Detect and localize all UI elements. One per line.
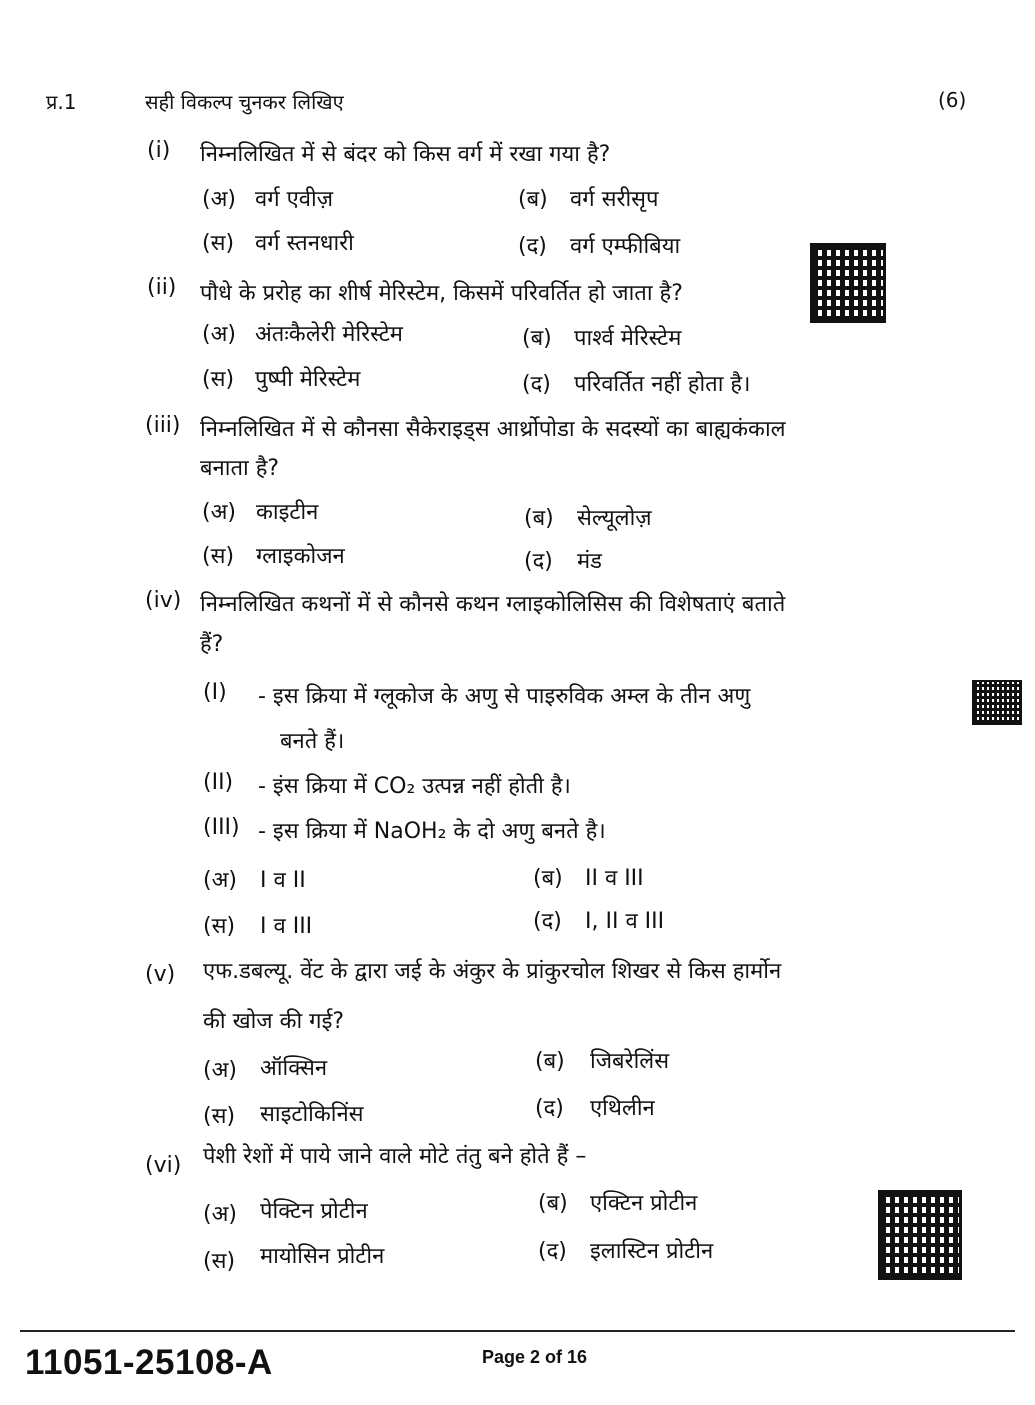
question-number: प्र.1 xyxy=(46,90,77,114)
q2-opt-a: अंतःकैलेरी मेरिस्टेम xyxy=(255,322,403,347)
footer-rule xyxy=(20,1330,1015,1332)
q5-opt-a: ऑक्सिन xyxy=(260,1056,328,1081)
q5-opt-b-key: (ब) xyxy=(535,1049,565,1074)
datamatrix-code-top xyxy=(810,243,886,323)
q2-opt-c-key: (स) xyxy=(202,367,235,392)
q6-opt-c: मायोसिन प्रोटीन xyxy=(260,1244,385,1269)
q3-text-line2: बनाता है? xyxy=(200,456,280,481)
q2-opt-a-key: (अ) xyxy=(202,322,236,347)
q2-opt-b: पार्श्व मेरिस्टेम xyxy=(574,326,682,351)
q3-opt-a-key: (अ) xyxy=(202,500,236,525)
q3-opt-d: मंड xyxy=(577,549,602,574)
marks-label: (6) xyxy=(938,88,967,112)
q4-stmt1-line2: बनते हैं। xyxy=(280,729,345,754)
q4-opt-c: I व III xyxy=(260,914,313,939)
q1-opt-d: वर्ग एम्फीबिया xyxy=(570,234,681,259)
q4-opt-d: I, II व III xyxy=(585,909,665,934)
q2-opt-d: परिवर्तित नहीं होता है। xyxy=(574,372,751,397)
q4-stmt2-key: (II) xyxy=(203,770,234,795)
q1-opt-b-key: (ब) xyxy=(518,187,548,212)
q6-opt-c-key: (स) xyxy=(203,1249,236,1274)
q4-opt-c-key: (स) xyxy=(203,914,236,939)
q3-opt-a: काइटीन xyxy=(256,500,319,525)
q3-opt-d-key: (द) xyxy=(524,549,553,574)
q2-opt-c: पुष्पी मेरिस्टेम xyxy=(255,367,361,392)
q6-opt-a: पेक्टिन प्रोटीन xyxy=(260,1199,368,1224)
paper-code: 11051-25108-A xyxy=(25,1343,273,1382)
q2-opt-d-key: (द) xyxy=(522,372,551,397)
q4-opt-b-key: (ब) xyxy=(533,866,563,891)
q4-stmt2-line1: - इंस क्रिया में CO₂ उत्पन्न नहीं होती है। xyxy=(258,774,571,799)
q3-number: (iii) xyxy=(145,413,181,438)
q4-stmt1-key: (I) xyxy=(203,680,227,705)
q3-opt-c-key: (स) xyxy=(202,544,235,569)
q1-text: निम्नलिखित में से बंदर को किस वर्ग में रखा गया है? xyxy=(200,142,611,167)
q5-number: (v) xyxy=(145,962,176,987)
q5-opt-a-key: (अ) xyxy=(203,1058,237,1083)
q6-opt-d: इलास्टिन प्रोटीन xyxy=(590,1239,714,1264)
q6-opt-b: एक्टिन प्रोटीन xyxy=(590,1191,698,1216)
q1-opt-c: वर्ग स्तनधारी xyxy=(255,231,354,256)
q2-text: पौधे के प्ररोह का शीर्ष मेरिस्टेम, किसमें परिवर्तित हो जाता है? xyxy=(200,281,683,306)
q5-opt-d-key: (द) xyxy=(535,1096,564,1121)
q2-number: (ii) xyxy=(147,275,177,300)
q4-opt-a: I व II xyxy=(260,868,306,893)
q3-opt-c: ग्लाइकोजन xyxy=(256,544,345,569)
q4-opt-b: II व III xyxy=(585,866,644,891)
instruction-text: सही विकल्प चुनकर लिखिए xyxy=(145,90,344,114)
q4-stmt3-line1: - इस क्रिया में NaOH₂ के दो अणु बनते है। xyxy=(258,819,606,844)
q5-opt-c-key: (स) xyxy=(203,1104,236,1129)
q5-text-line2: की खोज की गई? xyxy=(203,1009,345,1034)
q6-opt-a-key: (अ) xyxy=(203,1202,237,1227)
q6-opt-b-key: (ब) xyxy=(538,1191,568,1216)
q5-opt-b: जिबरेलिंस xyxy=(590,1049,670,1074)
q5-opt-d: एथिलीन xyxy=(590,1096,655,1121)
q4-opt-a-key: (अ) xyxy=(203,868,237,893)
q1-opt-a-key: (अ) xyxy=(202,187,236,212)
q6-number: (vi) xyxy=(145,1153,182,1178)
q1-opt-d-key: (द) xyxy=(518,234,547,259)
q3-opt-b: सेल्यूलोज़ xyxy=(577,506,652,531)
q5-opt-c: साइटोकिनिंस xyxy=(260,1102,364,1127)
q1-opt-a: वर्ग एवीज़ xyxy=(255,187,334,212)
q4-stmt3-key: (III) xyxy=(203,815,240,840)
q4-number: (iv) xyxy=(145,588,182,613)
q1-opt-b: वर्ग सरीसृप xyxy=(570,187,659,212)
page-number: Page 2 of 16 xyxy=(482,1347,588,1367)
q4-text-line2: हैं? xyxy=(200,632,224,657)
q1-number: (i) xyxy=(147,138,171,163)
q6-opt-d-key: (द) xyxy=(538,1239,567,1264)
q3-text-line1: निम्नलिखित में से कौनसा सैकेराइड्स आर्थ्रोपोडा के सदस्यों का बाह्यकंकाल xyxy=(200,417,786,442)
q2-opt-b-key: (ब) xyxy=(522,326,552,351)
q4-text-line1: निम्नलिखित कथनों में से कौनसे कथन ग्लाइकोलिसिस की विशेषताएं बताते xyxy=(200,592,786,617)
q3-opt-b-key: (ब) xyxy=(524,506,554,531)
q4-opt-d-key: (द) xyxy=(533,909,562,934)
q4-stmt1-line1: - इस क्रिया में ग्लूकोज के अणु से पाइरुविक अम्ल के तीन अणु xyxy=(258,684,751,709)
qr-code-side xyxy=(972,680,1022,725)
datamatrix-code-bottom xyxy=(878,1190,962,1280)
q6-text: पेशी रेशों में पाये जाने वाले मोटे तंतु बने होते हैं – xyxy=(203,1144,587,1169)
q1-opt-c-key: (स) xyxy=(202,231,235,256)
q5-text-line1: एफ.डबल्यू. वेंट के द्वारा जई के अंकुर के प्रांकुरचोल शिखर से किस हार्मोन xyxy=(203,959,782,984)
